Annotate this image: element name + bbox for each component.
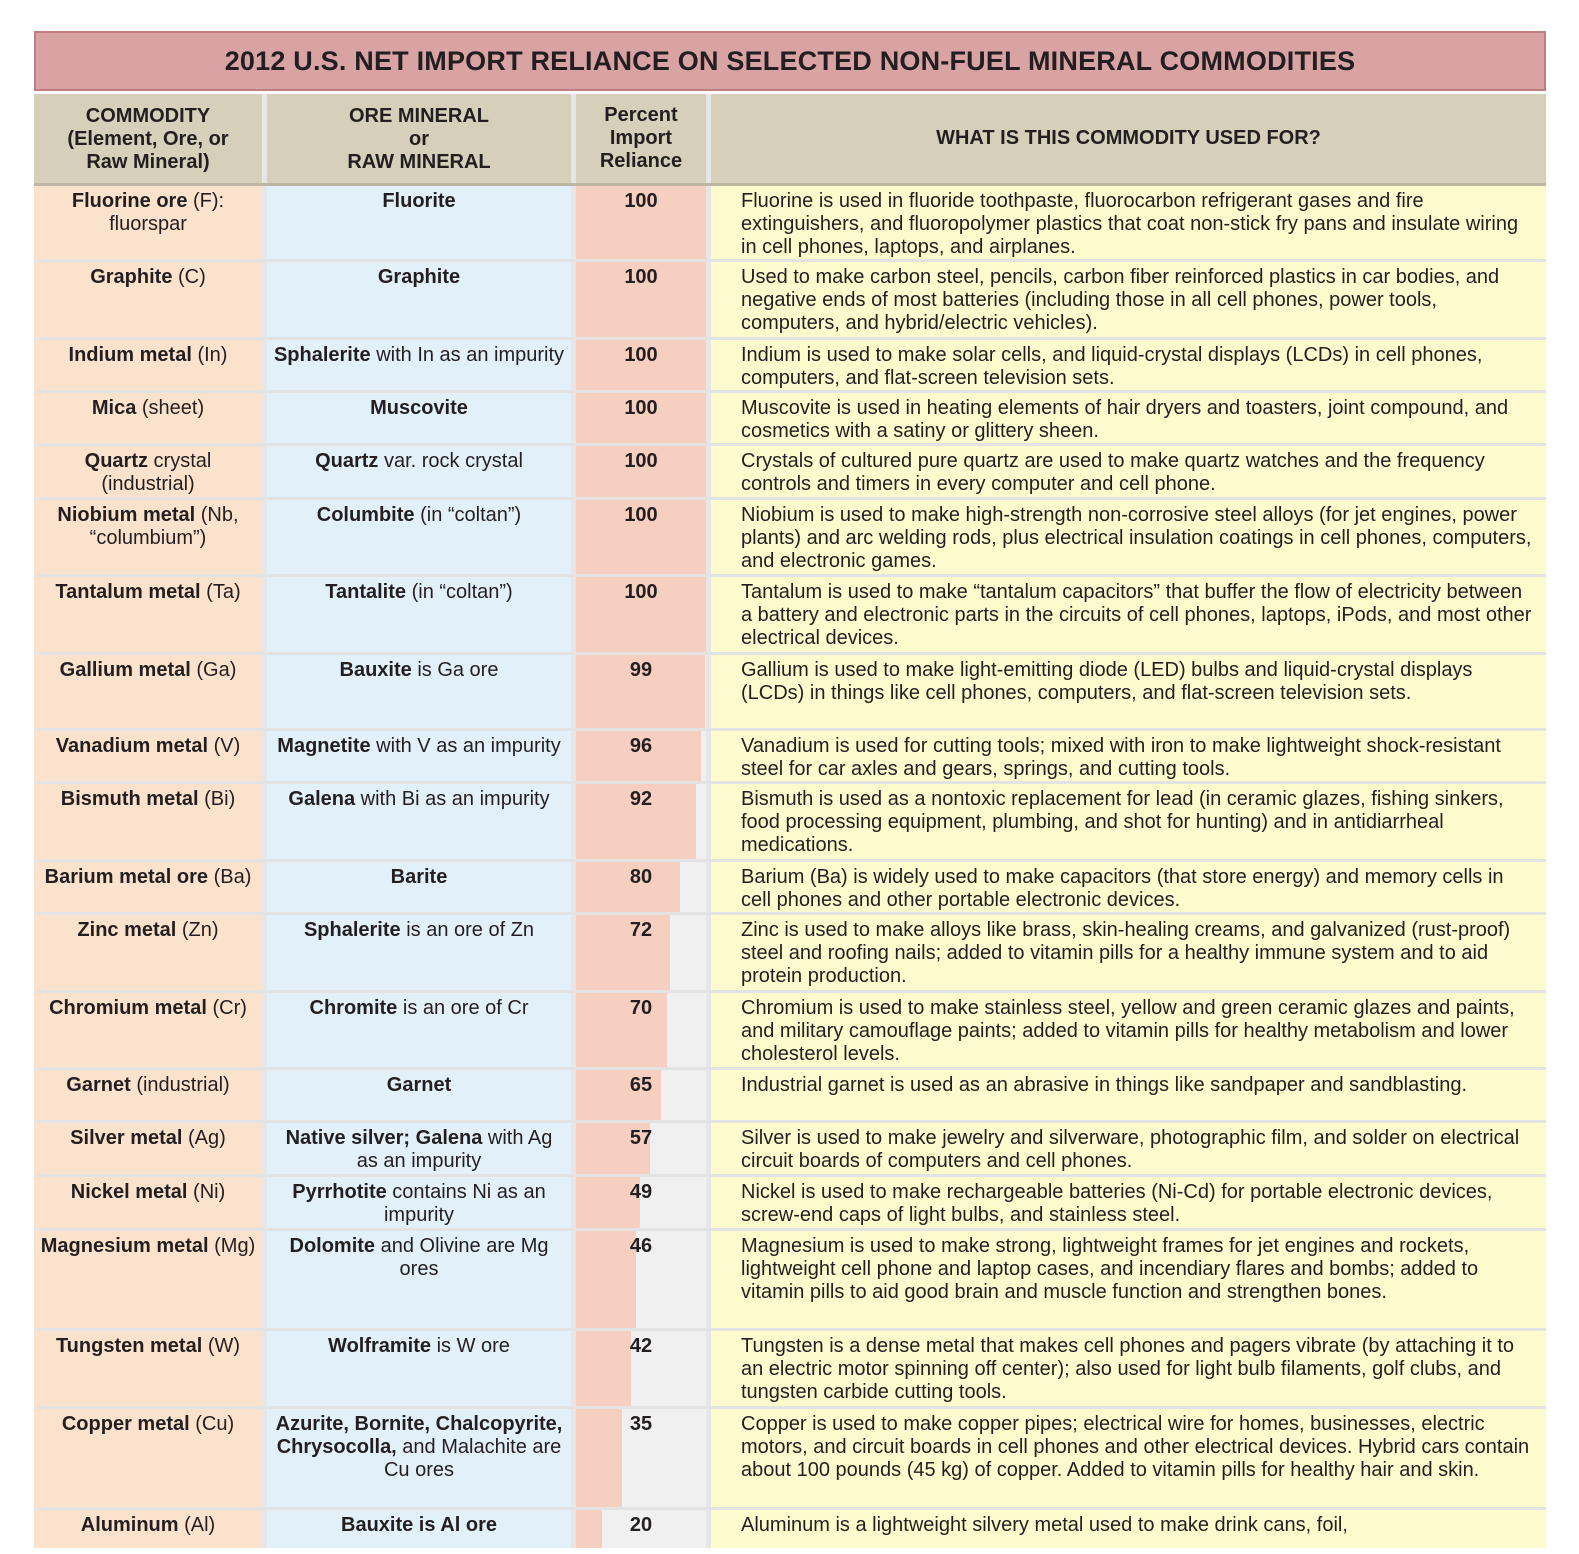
commodity-detail: (Nb, “columbium”) <box>89 504 239 549</box>
commodity-detail: (Mg) <box>208 1235 256 1257</box>
use-cell: Chromium is used to make stainless steel, yellow and green ceramic glazes and paints, and military camouflage paints; added to vitamin pills for healthy metabolism and lower cholesterol levels. <box>711 993 1546 1067</box>
ore-cell <box>267 1409 571 1507</box>
percent-cell <box>576 500 706 574</box>
ore-detail: and Malachite are Cu ores <box>383 1436 562 1481</box>
ore-detail: and Olivine are Mg ores <box>375 1235 549 1280</box>
commodity-cell <box>34 262 262 337</box>
ore-name: Galena <box>288 788 356 810</box>
ore-name: Muscovite <box>370 397 468 419</box>
percent-cell <box>576 1070 706 1120</box>
ore-name: Magnetite <box>277 735 371 757</box>
table-row <box>34 731 1546 784</box>
commodity-detail: (Ba) <box>208 866 252 888</box>
use-cell: Barium (Ba) is widely used to make capacitors (that store energy) and memory cells in cell phones and other portable electronic devices. <box>711 862 1546 912</box>
commodity-detail: (Ag) <box>182 1127 226 1149</box>
ore-name: Bauxite is Al ore <box>341 1514 497 1536</box>
percent-cell <box>576 1510 706 1548</box>
percent-value: 100 <box>624 581 658 603</box>
percent-value: 96 <box>629 735 653 757</box>
header-percent-line1: Percent <box>604 104 678 126</box>
use-cell: Used to make carbon steel, pencils, carbon fiber reinforced plastics in car bodies, and negative ends of most batteries (including those in all cell phones, power tools, computers, and hybrid/electric vehicles). <box>711 262 1546 337</box>
header-ore-line2: or <box>408 128 429 150</box>
ore-detail: with In as an impurity <box>370 344 565 366</box>
ore-cell <box>267 500 571 574</box>
percent-value: 35 <box>629 1413 653 1435</box>
commodity-name: Fluorine ore <box>71 190 188 212</box>
commodity-detail: (C) <box>172 266 206 288</box>
commodity-detail: (V) <box>208 735 241 757</box>
commodity-name: Tungsten metal <box>55 1335 203 1357</box>
header-commodity-line1: COMMODITY <box>85 105 211 127</box>
table-row <box>34 446 1546 500</box>
commodity-cell <box>34 862 262 912</box>
table-row <box>34 784 1546 862</box>
ore-name: Azurite, Bornite, Chalcopyrite, Chrysocolla, <box>275 1413 563 1458</box>
percent-value: 42 <box>629 1335 653 1357</box>
percent-cell <box>576 1231 706 1328</box>
percent-cell <box>576 655 706 728</box>
ore-name: Chromite <box>309 997 398 1019</box>
percent-value: 100 <box>624 190 658 212</box>
table-row <box>34 186 1546 262</box>
ore-cell <box>267 340 571 390</box>
commodity-cell <box>34 1331 262 1406</box>
ore-cell <box>267 186 571 259</box>
header-row <box>34 94 1546 186</box>
table-row <box>34 915 1546 993</box>
percent-value: 100 <box>624 266 658 288</box>
commodity-cell <box>34 1070 262 1120</box>
ore-detail: with Ag as an impurity <box>356 1127 553 1172</box>
ore-name: Tantalite <box>325 581 407 603</box>
commodity-cell <box>34 577 262 652</box>
ore-detail: is Ga ore <box>411 659 499 681</box>
commodity-detail: (Cu) <box>189 1413 235 1435</box>
percent-cell <box>576 731 706 781</box>
commodity-detail: (Al) <box>178 1514 216 1536</box>
commodity-detail: crystal (industrial) <box>101 450 212 495</box>
header-commodity-line2: (Element, Ore, or <box>67 128 229 150</box>
percent-value: 57 <box>629 1127 653 1149</box>
use-cell: Vanadium is used for cutting tools; mixed with iron to make lightweight shock-resistant steel for car axles and gears, springs, and cutting tools. <box>711 731 1546 781</box>
percent-value: 100 <box>624 504 658 526</box>
percent-cell <box>576 186 706 259</box>
ore-name: Garnet <box>386 1074 452 1096</box>
table-row <box>34 1510 1546 1548</box>
percent-value: 100 <box>624 450 658 472</box>
table-row <box>34 1177 1546 1231</box>
commodity-cell <box>34 186 262 259</box>
commodity-name: Indium metal <box>68 344 192 366</box>
table-body <box>34 186 1546 1548</box>
ore-cell <box>267 262 571 337</box>
ore-detail: (in “coltan”) <box>406 581 513 603</box>
header-commodity <box>34 94 262 183</box>
commodity-name: Bismuth metal <box>60 788 199 810</box>
percent-cell <box>576 1409 706 1507</box>
commodity-cell <box>34 784 262 859</box>
ore-cell <box>267 915 571 990</box>
percent-value: 65 <box>629 1074 653 1096</box>
commodity-name: Magnesium metal <box>40 1235 209 1257</box>
table-row <box>34 262 1546 340</box>
ore-cell <box>267 1177 571 1228</box>
ore-name: Barite <box>390 866 448 888</box>
commodity-name: Vanadium metal <box>55 735 209 757</box>
ore-name: Graphite <box>377 266 461 288</box>
commodity-detail: (Ni) <box>187 1181 226 1203</box>
use-cell: Muscovite is used in heating elements of hair dryers and toasters, joint compound, and cosmetics with a satiny or glittery sheen. <box>711 393 1546 443</box>
ore-cell <box>267 1331 571 1406</box>
commodity-cell <box>34 500 262 574</box>
table-row <box>34 1070 1546 1123</box>
commodity-cell <box>34 340 262 390</box>
commodity-detail: (W) <box>202 1335 241 1357</box>
header-commodity-line3: Raw Mineral) <box>86 151 210 173</box>
percent-cell <box>576 1177 706 1228</box>
commodity-detail: (Zn) <box>176 919 219 941</box>
ore-detail: is an ore of Zn <box>400 919 535 941</box>
commodity-name: Graphite <box>90 266 173 288</box>
table-row <box>34 340 1546 393</box>
commodity-name: Silver metal <box>70 1127 183 1149</box>
commodity-cell <box>34 1409 262 1507</box>
ore-cell <box>267 446 571 497</box>
ore-detail: is W ore <box>431 1335 510 1357</box>
ore-cell <box>267 577 571 652</box>
use-cell: Gallium is used to make light-emitting diode (LED) bulbs and liquid-crystal displays (LCDs) in things like cell phones, computers, and flat-screen television sets. <box>711 655 1546 728</box>
commodity-name: Tantalum metal <box>55 581 201 603</box>
percent-cell <box>576 915 706 990</box>
commodity-detail: (Cr) <box>206 997 247 1019</box>
ore-cell <box>267 393 571 443</box>
commodity-name: Mica <box>91 397 137 419</box>
commodity-cell <box>34 655 262 728</box>
percent-cell <box>576 1123 706 1174</box>
ore-name: Dolomite <box>289 1235 376 1257</box>
commodity-name: Nickel metal <box>70 1181 188 1203</box>
table-row <box>34 1123 1546 1177</box>
ore-name: Bauxite <box>339 659 412 681</box>
use-cell: Tantalum is used to make “tantalum capacitors” that buffer the flow of electricity between a battery and electronic parts in the circuits of cell phones, laptops, iPods, and most other electrical devices. <box>711 577 1546 652</box>
table-row <box>34 1331 1546 1409</box>
commodity-detail: (industrial) <box>130 1074 230 1096</box>
commodity-name: Garnet <box>66 1074 131 1096</box>
header-ore-line3: RAW MINERAL <box>347 151 491 173</box>
ore-name: Wolframite <box>328 1335 432 1357</box>
table-row <box>34 1409 1546 1510</box>
commodity-detail: (Bi) <box>198 788 236 810</box>
percent-value: 49 <box>629 1181 653 1203</box>
commodity-name: Chromium metal <box>49 997 207 1019</box>
table-row <box>34 393 1546 446</box>
ore-name: Sphalerite <box>303 919 401 941</box>
ore-cell <box>267 1123 571 1174</box>
ore-name: Columbite <box>316 504 415 526</box>
use-cell: Aluminum is a lightweight silvery metal used to make drink cans, foil, <box>711 1510 1546 1548</box>
percent-cell <box>576 446 706 497</box>
ore-cell <box>267 1231 571 1328</box>
percent-value: 99 <box>629 659 653 681</box>
ore-cell <box>267 862 571 912</box>
use-cell: Magnesium is used to make strong, lightweight frames for jet engines and rockets, lightweight cell phone and laptop cases, and incendiary flares and bombs; added to vitamin pills to aid good brain and muscle function and strengthen bones. <box>711 1231 1546 1328</box>
commodity-name: Aluminum <box>80 1514 179 1536</box>
ore-cell <box>267 1510 571 1548</box>
commodity-cell <box>34 915 262 990</box>
table-row <box>34 655 1546 731</box>
commodity-cell <box>34 993 262 1067</box>
commodity-cell <box>34 1510 262 1548</box>
commodity-name: Niobium metal <box>57 504 196 526</box>
header-ore-line1: ORE MINERAL <box>348 105 489 127</box>
use-cell: Nickel is used to make rechargeable batteries (Ni-Cd) for portable electronic devices, screw-end caps of light bulbs, and stainless steel. <box>711 1177 1546 1228</box>
ore-name: Pyrrhotite <box>292 1181 387 1203</box>
percent-value: 70 <box>629 997 653 1019</box>
use-cell: Copper is used to make copper pipes; electrical wire for homes, businesses, electric motors, and circuit boards in cell phones and other electrical devices. Hybrid cars contain about 100 pounds (45 kg) of copper. Added to vitamin pills for healthy hair and skin. <box>711 1409 1546 1507</box>
header-ore <box>267 94 571 183</box>
ore-detail: with V as an impurity <box>370 735 561 757</box>
use-cell: Silver is used to make jewelry and silverware, photographic film, and solder on electrical circuit boards of computers and cell phones. <box>711 1123 1546 1174</box>
ore-cell <box>267 655 571 728</box>
use-cell: Fluorine is used in fluoride toothpaste, fluorocarbon refrigerant gases and fire extinguishers, and fluoropolymer plastics that coat non-stick fry pans and insulate wiring in cell phones, laptops, and airplanes. <box>711 186 1546 259</box>
commodity-cell <box>34 446 262 497</box>
header-percent-line3: Reliance <box>599 150 683 172</box>
ore-detail: contains Ni as an impurity <box>383 1181 546 1226</box>
ore-cell <box>267 731 571 781</box>
percent-cell <box>576 262 706 337</box>
use-cell: Bismuth is used as a nontoxic replacement for lead (in ceramic glazes, fishing sinkers, food processing equipment, plumbing, and shot for hunting) and in antidiarrheal medications. <box>711 784 1546 859</box>
percent-value: 72 <box>629 919 653 941</box>
percent-cell <box>576 784 706 859</box>
commodity-cell <box>34 1177 262 1228</box>
percent-cell <box>576 1331 706 1406</box>
commodity-cell <box>34 1231 262 1328</box>
table-row <box>34 1231 1546 1331</box>
commodity-name: Quartz <box>84 450 148 472</box>
ore-detail: is an ore of Cr <box>397 997 529 1019</box>
commodity-detail: (sheet) <box>136 397 205 419</box>
ore-name: Sphalerite <box>273 344 371 366</box>
percent-cell <box>576 577 706 652</box>
commodity-name: Barium metal ore <box>44 866 209 888</box>
commodity-name: Copper metal <box>61 1413 190 1435</box>
table-row <box>34 862 1546 915</box>
ore-detail: var. rock crystal <box>378 450 523 472</box>
ore-cell <box>267 784 571 859</box>
ore-detail: with Bi as an impurity <box>355 788 550 810</box>
commodity-name: Zinc metal <box>77 919 177 941</box>
header-use: WHAT IS THIS COMMODITY USED FOR? <box>711 94 1546 183</box>
commodity-cell <box>34 1123 262 1174</box>
header-percent <box>576 94 706 183</box>
use-cell: Industrial garnet is used as an abrasive in things like sandpaper and sandblasting. <box>711 1070 1546 1120</box>
ore-name: Quartz <box>315 450 379 472</box>
percent-value: 46 <box>629 1235 653 1257</box>
percent-value: 100 <box>624 397 658 419</box>
ore-detail: (in “coltan”) <box>414 504 522 526</box>
commodity-name: Gallium metal <box>59 659 191 681</box>
percent-cell <box>576 862 706 912</box>
table-row <box>34 500 1546 577</box>
percent-value: 92 <box>629 788 653 810</box>
table-row <box>34 577 1546 655</box>
ore-cell <box>267 1070 571 1120</box>
mineral-table <box>34 31 1546 1548</box>
header-percent-line2: Import <box>609 127 673 149</box>
percent-cell <box>576 393 706 443</box>
ore-name: Native silver; Galena <box>285 1127 483 1149</box>
percent-value: 100 <box>624 344 658 366</box>
percent-cell <box>576 993 706 1067</box>
percent-value: 20 <box>629 1514 653 1536</box>
commodity-detail: (Ta) <box>200 581 241 603</box>
use-cell: Tungsten is a dense metal that makes cell phones and pagers vibrate (by attaching it to an electric motor spinning off center); also used for light bulb filaments, golf clubs, and tungsten carbide cutting tools. <box>711 1331 1546 1406</box>
commodity-detail: (F): fluorspar <box>109 190 225 235</box>
table-title: 2012 U.S. NET IMPORT RELIANCE ON SELECTED NON-FUEL MINERAL COMMODITIES <box>34 31 1546 91</box>
commodity-detail: (Ga) <box>190 659 237 681</box>
ore-cell <box>267 993 571 1067</box>
percent-value: 80 <box>629 866 653 888</box>
commodity-detail: (In) <box>191 344 228 366</box>
use-cell: Indium is used to make solar cells, and liquid-crystal displays (LCDs) in cell phones, computers, and flat-screen television sets. <box>711 340 1546 390</box>
table-row <box>34 993 1546 1070</box>
commodity-cell <box>34 393 262 443</box>
use-cell: Zinc is used to make alloys like brass, skin-healing creams, and galvanized (rust-proof) steel and roofing nails; added to vitamin pills for a healthy immune system and to aid protein production. <box>711 915 1546 990</box>
commodity-cell <box>34 731 262 781</box>
percent-cell <box>576 340 706 390</box>
use-cell: Crystals of cultured pure quartz are used to make quartz watches and the frequency controls and timers in every computer and cell phone. <box>711 446 1546 497</box>
use-cell: Niobium is used to make high-strength non-corrosive steel alloys (for jet engines, power plants) and arc welding rods, plus electrical insulation coatings in cell phones, computers, and electronic games. <box>711 500 1546 574</box>
ore-name: Fluorite <box>382 190 456 212</box>
